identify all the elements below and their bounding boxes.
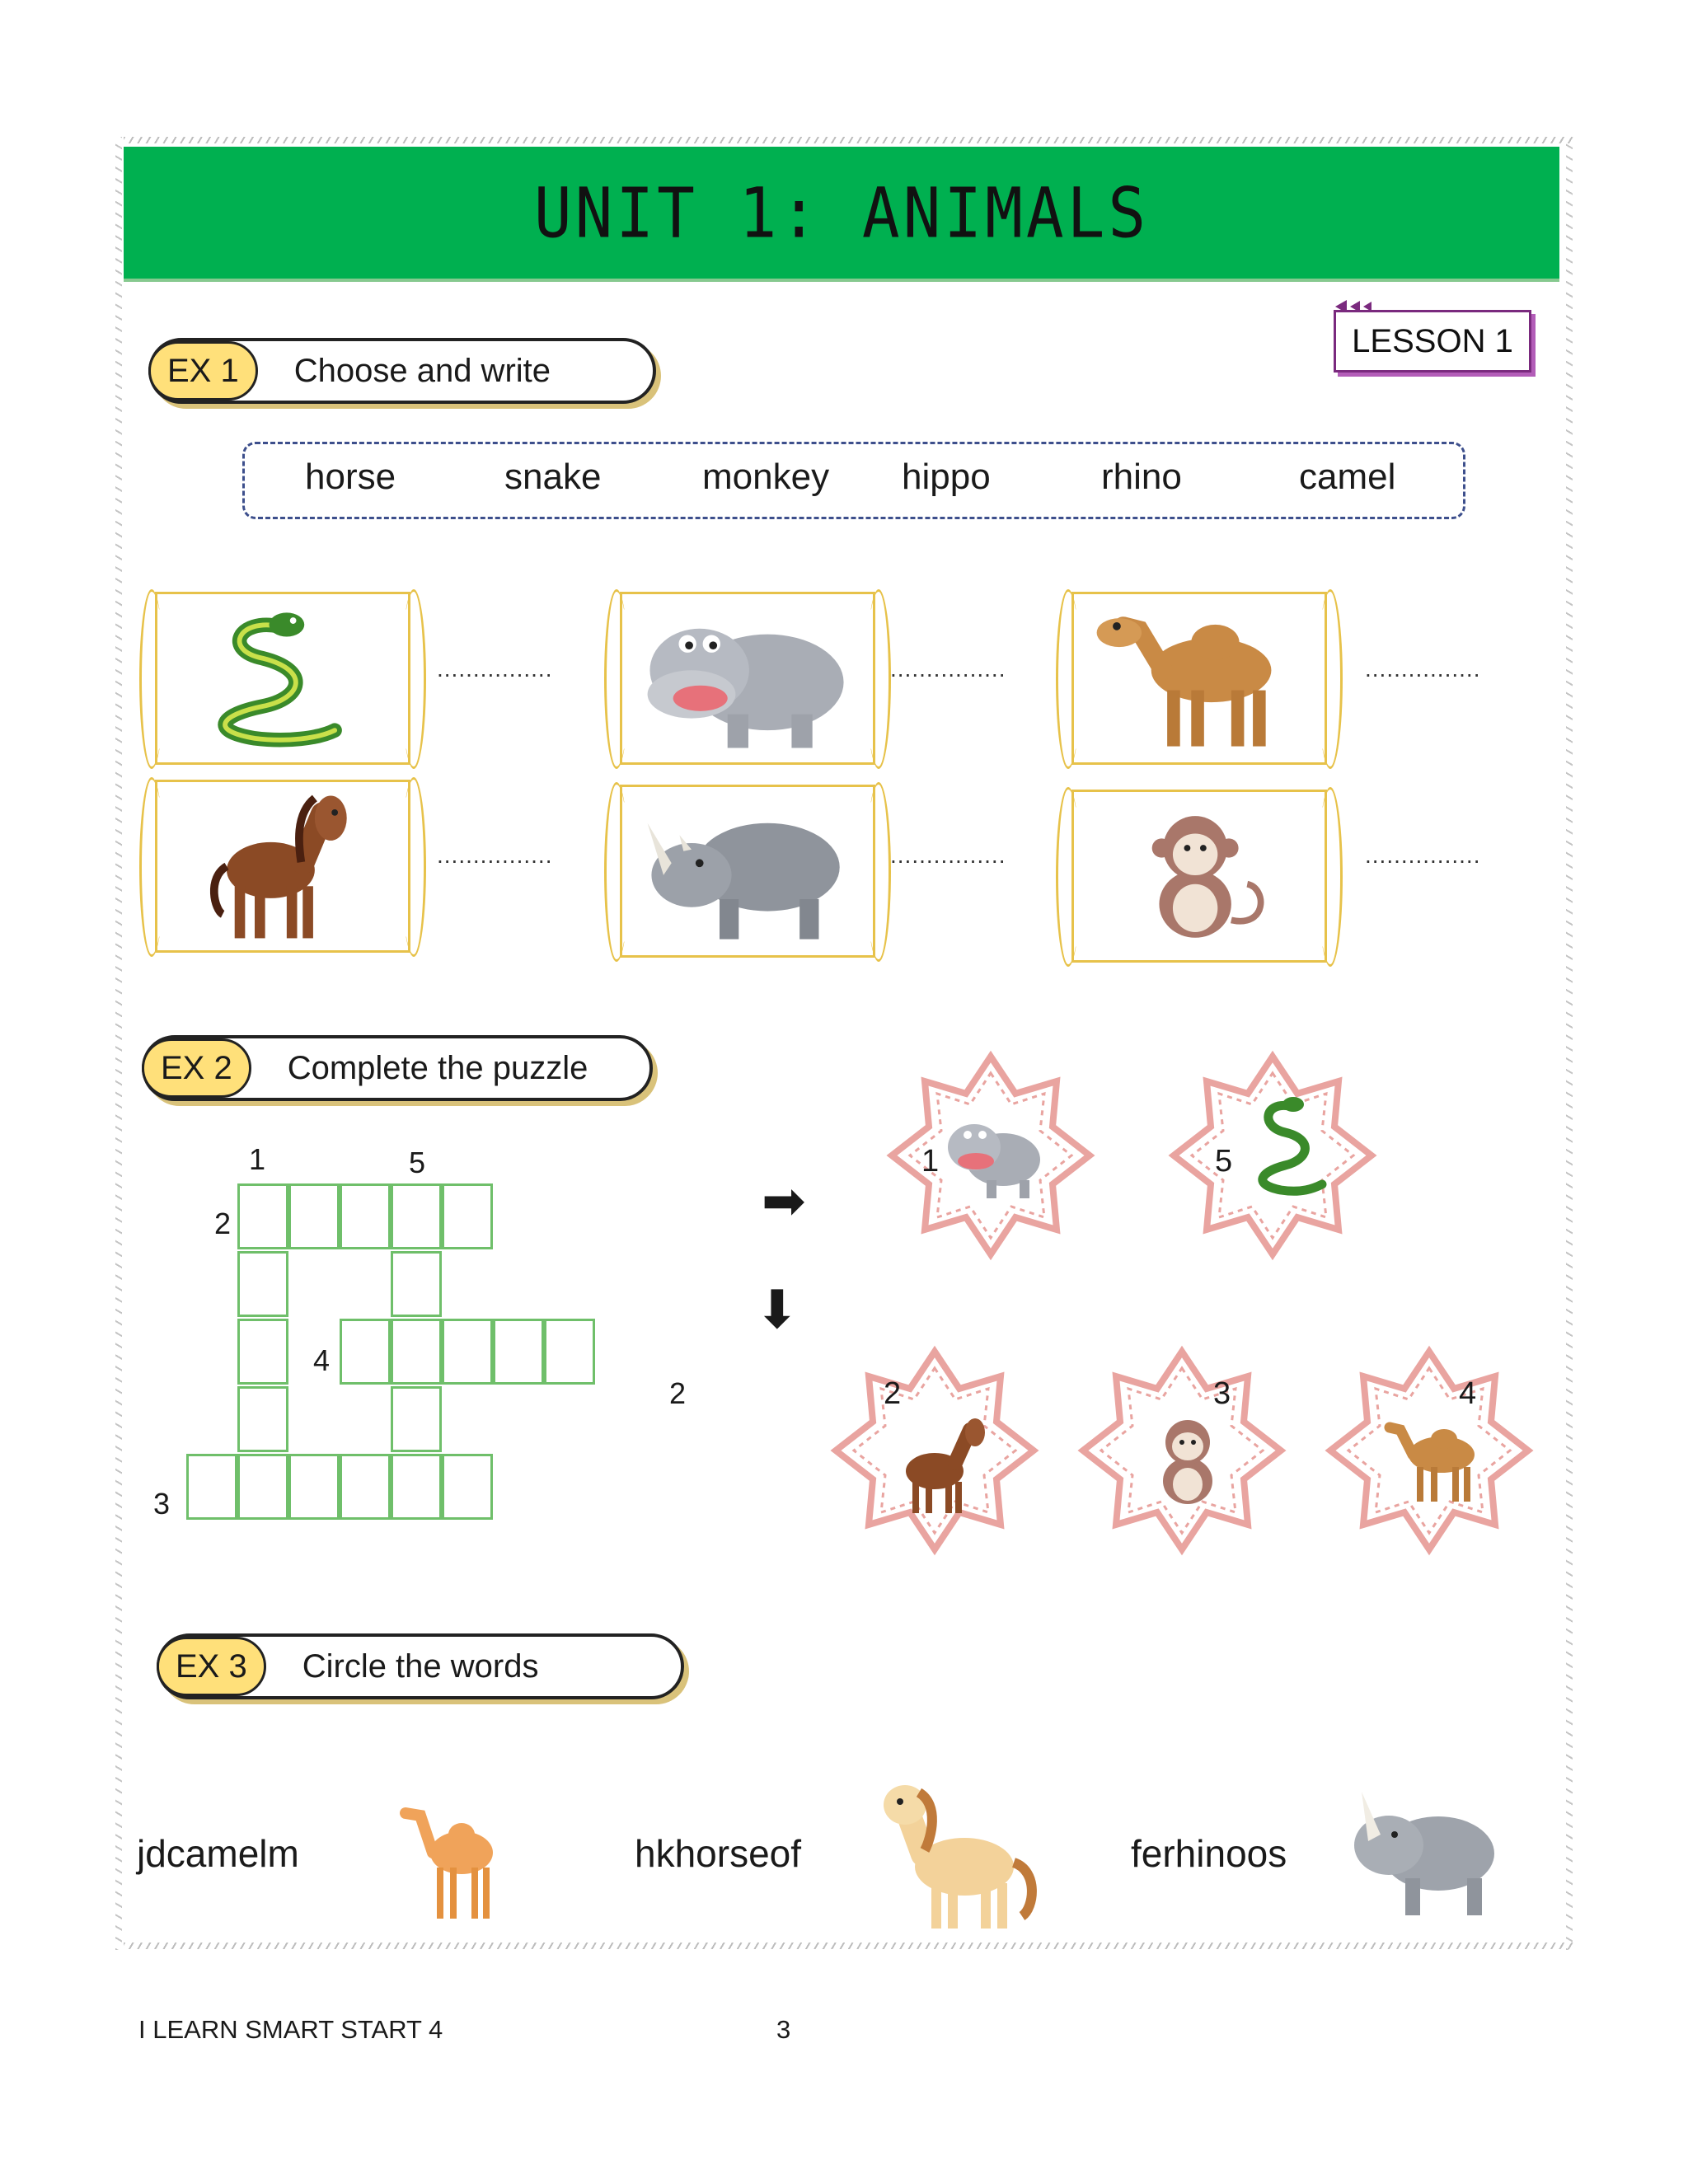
word-bank-word: hippo (902, 457, 991, 497)
horse-icon (157, 782, 408, 950)
clue-badge (828, 1343, 1042, 1558)
puzzle-cell[interactable] (340, 1454, 391, 1520)
clue-badge-number: 1 (921, 1144, 940, 1179)
camel-icon (1372, 1409, 1495, 1508)
ex2-instruction: Complete the puzzle (287, 1049, 588, 1086)
puzzle-cell[interactable] (391, 1183, 442, 1249)
word-bank-word: camel (1299, 457, 1396, 497)
unit-title: UNIT 1: ANIMALS (533, 172, 1150, 253)
puzzle-cell[interactable] (391, 1319, 442, 1385)
page-border-right (1566, 137, 1573, 1950)
rhino-icon (622, 787, 873, 955)
down-arrow-icon: ⬇ (755, 1280, 799, 1339)
answer-blank[interactable]: ................ (1365, 842, 1481, 868)
answer-blank[interactable]: ................ (1365, 656, 1481, 682)
picture-frame (620, 785, 875, 958)
answer-blank[interactable]: ................ (890, 656, 1006, 682)
word-bank-word: rhino (1101, 457, 1182, 497)
horse-icon (889, 1409, 996, 1516)
clue-badge-number: 4 (1459, 1376, 1477, 1411)
ex3-instruction: Circle the words (302, 1647, 539, 1685)
puzzle-cell[interactable] (391, 1386, 442, 1452)
answer-blank[interactable]: ................ (437, 656, 553, 682)
unit-banner (124, 147, 1559, 279)
clue-badge (884, 1048, 1098, 1263)
word-bank-word: monkey (702, 457, 830, 497)
puzzle-cell[interactable] (288, 1454, 340, 1520)
lesson-label: LESSON 1 (1352, 322, 1513, 359)
word-bank-word: snake (504, 457, 602, 497)
clue-number: 2 (214, 1207, 232, 1240)
camel-icon (1074, 594, 1325, 762)
clue-badge-number: 5 (1215, 1144, 1233, 1179)
letter-string[interactable]: jdcamelm (137, 1832, 299, 1875)
clue-number: 4 (313, 1343, 331, 1377)
horse-icon (874, 1772, 1047, 1937)
clue-number: 1 (249, 1142, 266, 1176)
puzzle-cell[interactable] (544, 1319, 595, 1385)
clue-badge (1075, 1343, 1289, 1558)
ex1-header (148, 338, 656, 404)
stray-number: 2 (669, 1376, 687, 1410)
page-border-left (115, 137, 122, 1950)
puzzle-cell[interactable] (391, 1454, 442, 1520)
picture-frame (155, 780, 410, 953)
rhino-icon (1343, 1775, 1500, 1924)
ex3-header (157, 1633, 684, 1699)
picture-frame (620, 592, 875, 765)
answer-blank[interactable]: ................ (890, 842, 1006, 868)
picture-frame (1071, 592, 1327, 765)
puzzle-cell[interactable] (186, 1454, 237, 1520)
puzzle-cell[interactable] (288, 1183, 340, 1249)
ex2-badge: EX 2 (142, 1038, 251, 1098)
page-border-bottom (124, 1943, 1574, 1949)
ex1-badge: EX 1 (148, 341, 258, 401)
clue-number: 3 (153, 1487, 171, 1521)
lesson-tag (1334, 310, 1531, 373)
footer-book-title: I LEARN SMART START 4 (138, 2015, 443, 2044)
puzzle-cell[interactable] (340, 1183, 391, 1249)
answer-blank[interactable]: ................ (437, 842, 553, 868)
page-border-top (124, 137, 1574, 143)
ex1-instruction: Choose and write (293, 352, 551, 389)
puzzle-cell[interactable] (237, 1386, 288, 1452)
word-bank-word: horse (305, 457, 396, 497)
letter-string[interactable]: hkhorseof (635, 1832, 802, 1875)
across-arrow-icon: ➡ (762, 1171, 806, 1230)
word-bank (242, 442, 1465, 519)
puzzle-cell[interactable] (237, 1251, 288, 1317)
puzzle-cell[interactable] (493, 1319, 544, 1385)
clue-badge-number: 2 (884, 1376, 902, 1411)
hippo-icon (622, 594, 873, 762)
clue-number: 5 (409, 1146, 426, 1179)
puzzle-cell[interactable] (442, 1183, 493, 1249)
snake-icon (157, 594, 408, 762)
puzzle-cell[interactable] (340, 1319, 391, 1385)
puzzle-cell[interactable] (442, 1319, 493, 1385)
picture-frame (155, 592, 410, 765)
puzzle-cell[interactable] (391, 1251, 442, 1317)
puzzle-cell[interactable] (237, 1319, 288, 1385)
snake-icon (1231, 1090, 1330, 1205)
puzzle-cell[interactable] (237, 1183, 288, 1249)
camel-icon (396, 1795, 511, 1927)
monkey-icon (1074, 792, 1325, 960)
picture-frame (1071, 790, 1327, 963)
letter-string[interactable]: ferhinoos (1131, 1832, 1287, 1875)
ex2-header (142, 1035, 653, 1101)
puzzle-cell[interactable] (442, 1454, 493, 1520)
hippo-icon (941, 1110, 1048, 1201)
clue-badge (1165, 1048, 1380, 1263)
clue-badge-number: 3 (1213, 1376, 1231, 1411)
puzzle-cell[interactable] (237, 1454, 288, 1520)
monkey-icon (1137, 1405, 1244, 1512)
clue-badge (1322, 1343, 1536, 1558)
ex3-badge: EX 3 (157, 1637, 266, 1696)
footer-page-number: 3 (776, 2015, 791, 2044)
